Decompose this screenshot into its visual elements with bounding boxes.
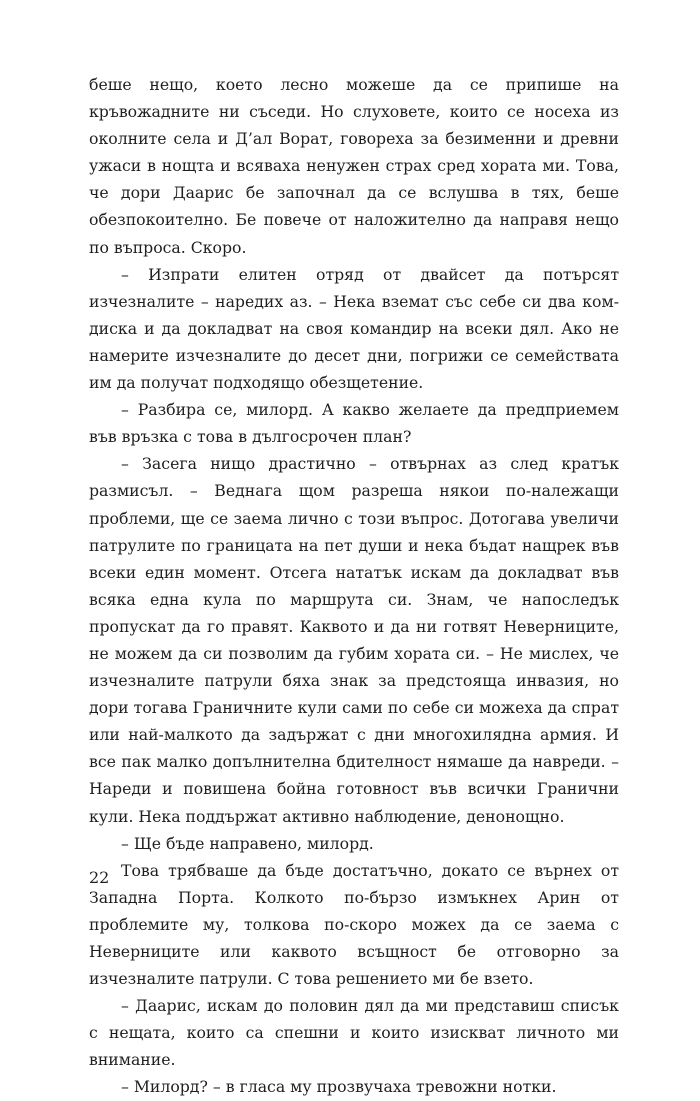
paragraph: беше нещо, което лесно можеше да се припише на кръвожадните ни съседи. Но слуховете, които се носеха из околните села и Д’ал Ворат, говореха за безименни и древни ужаси в нощта и всяваха ненужен страх сред хората ми. Това, че дори Даарис бе започнал да се вслушва в тях, беше обезпокоително. Бе повече от наложително да направя нещо по въпроса. Скоро. (89, 75, 619, 257)
paragraph: – Засега нищо драстично – отвърнах аз след кратък размисъл. – Веднага щом разреша някои по-належащи проблеми, ще се заема лично с този въпрос. Дотогава увеличи патрулите по границата на пет души и нека бъдат нащрек във всеки един момент. Отсега нататък искам да докладват във всяка една кула по маршрута си. Знам, че напоследък пропускат да го правят. Каквото и да ни готвят Неверниците, не можем да си позволим да губим хората си. – Не мислех, че изчезналите патрули бяха знак за предстояща инвазия, но дори тогава Граничните кули сами по себе си можеха да спрат или най-малкото да задържат с дни многохилядна армия. И все пак малко допълнителна бдителност нямаше да навреди. – Нареди и повишена бойна готовност във всички Гранични кули. Нека поддържат активно наблюдение, денонощно. (89, 454, 619, 826)
paragraph: – Ще бъде направено, милорд. (121, 833, 374, 853)
page-number: 22 (89, 868, 110, 887)
paragraph: – Милорд? – в гласа му прозвучаха тревожни нотки. (121, 1077, 557, 1097)
paragraph: – Разбира се, милорд. А какво желаете да предприемем във връзка с това в дългосрочен план? (89, 400, 619, 447)
paragraph: – Изпрати елитен отряд от двайсет да потърсят изчезналите – наредих аз. – Нека вземат със себе си два ком-диска и да докладват на своя командир на всеки дял. Ако не намерите изчезналите до десет дни, погрижи се семействата им да получат подходящо обезщетение. (89, 264, 619, 393)
paragraph: Това трябваше да бъде достатъчно, докато се върнех от Западна Порта. Колкото по-бързо измъкнех Арин от проблемите му, толкова по-скоро можех да се заема с Неверниците или каквото всъщност бе отговорно за изчезналите патрули. С това решението ми бе взето. (89, 860, 619, 989)
paragraph: – Даарис, искам до половин дял да ми представиш списък с нещата, които са спешни и които изискват личното ми внимание. (89, 996, 619, 1070)
body-text (89, 71, 619, 1101)
